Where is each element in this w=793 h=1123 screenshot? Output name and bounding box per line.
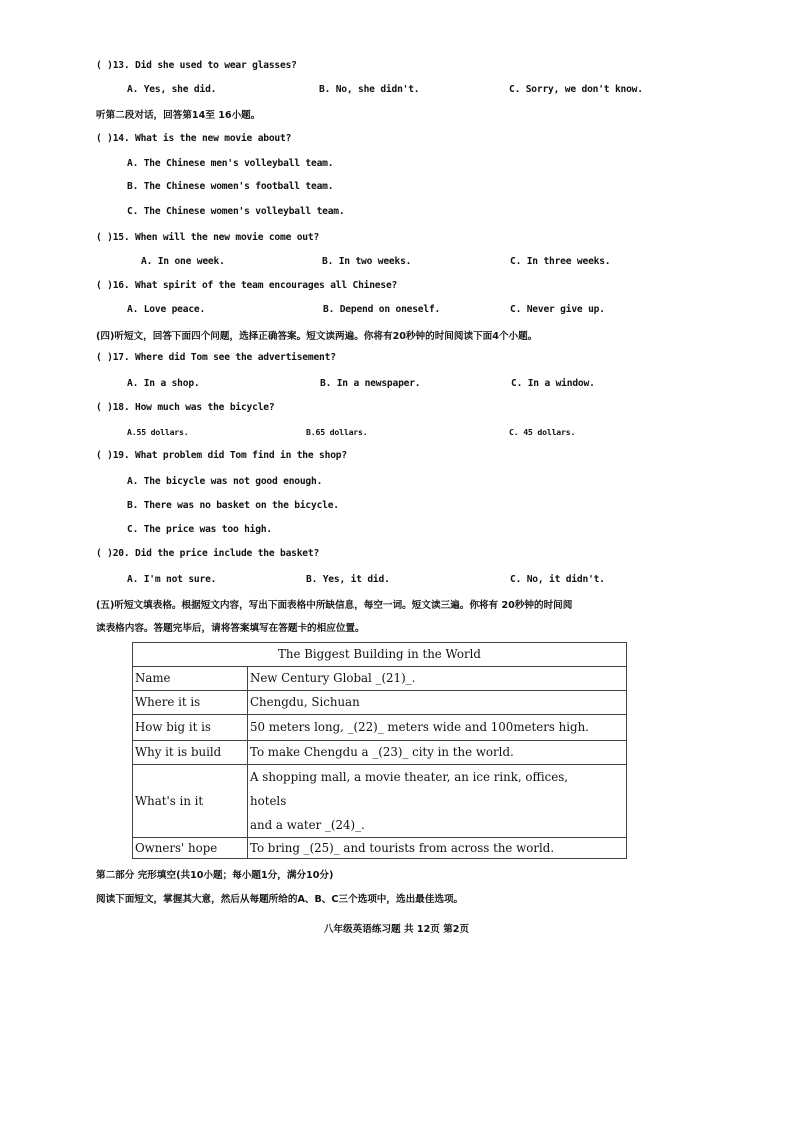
- option-c: C. In three weeks.: [510, 256, 611, 267]
- question-16-stem: ( )16. What spirit of the team encourages all Chinese?: [96, 280, 398, 291]
- option-a: A. I'm not sure.: [127, 574, 217, 585]
- table-row: [133, 691, 627, 715]
- option-b: B. No, she didn't.: [319, 84, 420, 95]
- question-18-stem: ( )18. How much was the bicycle?: [96, 402, 275, 413]
- question-19-option-c: C. The price was too high.: [127, 524, 272, 535]
- section-4-instruction: (四)听短文，回答下面四个问题，选择正确答案。短文读两遍。你将有20秒钟的时间阅读下面4个小题。: [96, 331, 538, 342]
- row-value-line: and a water _(24)_.: [250, 818, 365, 832]
- table-row: [133, 715, 627, 741]
- option-b: B. Yes, it did.: [306, 574, 390, 585]
- option-b: B. Depend on oneself.: [323, 304, 441, 315]
- table-row: [133, 667, 627, 691]
- question-14-option-a: A. The Chinese men's volleyball team.: [127, 158, 334, 169]
- row-label: Name: [133, 667, 248, 691]
- question-20-stem: ( )20. Did the price include the basket?: [96, 548, 320, 559]
- row-value: New Century Global _(21)_.: [248, 667, 627, 691]
- section-5-instruction-line2: 读表格内容。答题完毕后，请将答案填写在答题卡的相应位置。: [96, 623, 365, 634]
- row-label: What's in it: [133, 765, 248, 838]
- page-footer: 八年级英语练习题 共 12页 第2页: [323, 924, 470, 935]
- option-b: B.65 dollars.: [306, 427, 368, 437]
- section-5-instruction-line1: (五)听短文填表格。根据短文内容，写出下面表格中所缺信息，每空一词。短文读三遍。你将有 20秒钟的时间阅: [96, 600, 573, 611]
- option-a: A.55 dollars.: [127, 427, 189, 437]
- question-14-option-b: B. The Chinese women's football team.: [127, 181, 334, 192]
- option-a: A. Love peace.: [127, 304, 206, 315]
- part-2-description: 阅读下面短文，掌握其大意，然后从每题所给的A、B、C三个选项中，选出最佳选项。: [96, 894, 464, 905]
- table-row: [133, 765, 627, 838]
- option-a: A. In one week.: [141, 256, 225, 267]
- option-c: C. In a window.: [511, 378, 595, 389]
- row-label: Owners' hope: [133, 838, 248, 859]
- option-c: C. Never give up.: [510, 304, 605, 315]
- option-b: B. In two weeks.: [322, 256, 412, 267]
- row-label: How big it is: [133, 715, 248, 741]
- option-c: C. 45 dollars.: [509, 427, 576, 437]
- option-a: A. Yes, she did.: [127, 84, 217, 95]
- row-label: Where it is: [133, 691, 248, 715]
- table-row: [133, 838, 627, 859]
- dialogue-2-instruction: 听第二段对话，回答第14至 16小题。: [96, 110, 261, 121]
- row-value: [248, 765, 627, 838]
- row-value-line: A shopping mall, a movie theater, an ice rink, offices,: [250, 770, 569, 784]
- table-row: [133, 741, 627, 765]
- row-value: 50 meters long, _(22)_ meters wide and 100meters high.: [248, 715, 627, 741]
- fill-in-table: [132, 642, 627, 859]
- question-15-stem: ( )15. When will the new movie come out?: [96, 232, 320, 243]
- option-c: C. Sorry, we don't know.: [509, 84, 643, 95]
- question-13-stem: ( )13. Did she used to wear glasses?: [96, 60, 297, 71]
- row-value-line: hotels: [250, 794, 287, 808]
- row-value: To bring _(25)_ and tourists from across the world.: [248, 838, 627, 859]
- question-14-option-c: C. The Chinese women's volleyball team.: [127, 206, 345, 217]
- part-2-heading: 第二部分 完形填空(共10小题；每小题1分，满分10分): [96, 870, 334, 881]
- option-b: B. In a newspaper.: [320, 378, 421, 389]
- row-value: To make Chengdu a _(23)_ city in the world.: [248, 741, 627, 765]
- table-title: The Biggest Building in the World: [133, 643, 627, 667]
- option-c: C. No, it didn't.: [510, 574, 605, 585]
- row-value: Chengdu, Sichuan: [248, 691, 627, 715]
- question-19-stem: ( )19. What problem did Tom find in the shop?: [96, 450, 347, 461]
- question-19-option-a: A. The bicycle was not good enough.: [127, 476, 323, 487]
- question-14-stem: ( )14. What is the new movie about?: [96, 133, 292, 144]
- row-label: Why it is build: [133, 741, 248, 765]
- question-19-option-b: B. There was no basket on the bicycle.: [127, 500, 339, 511]
- question-17-stem: ( )17. Where did Tom see the advertisement?: [96, 352, 336, 363]
- option-a: A. In a shop.: [127, 378, 200, 389]
